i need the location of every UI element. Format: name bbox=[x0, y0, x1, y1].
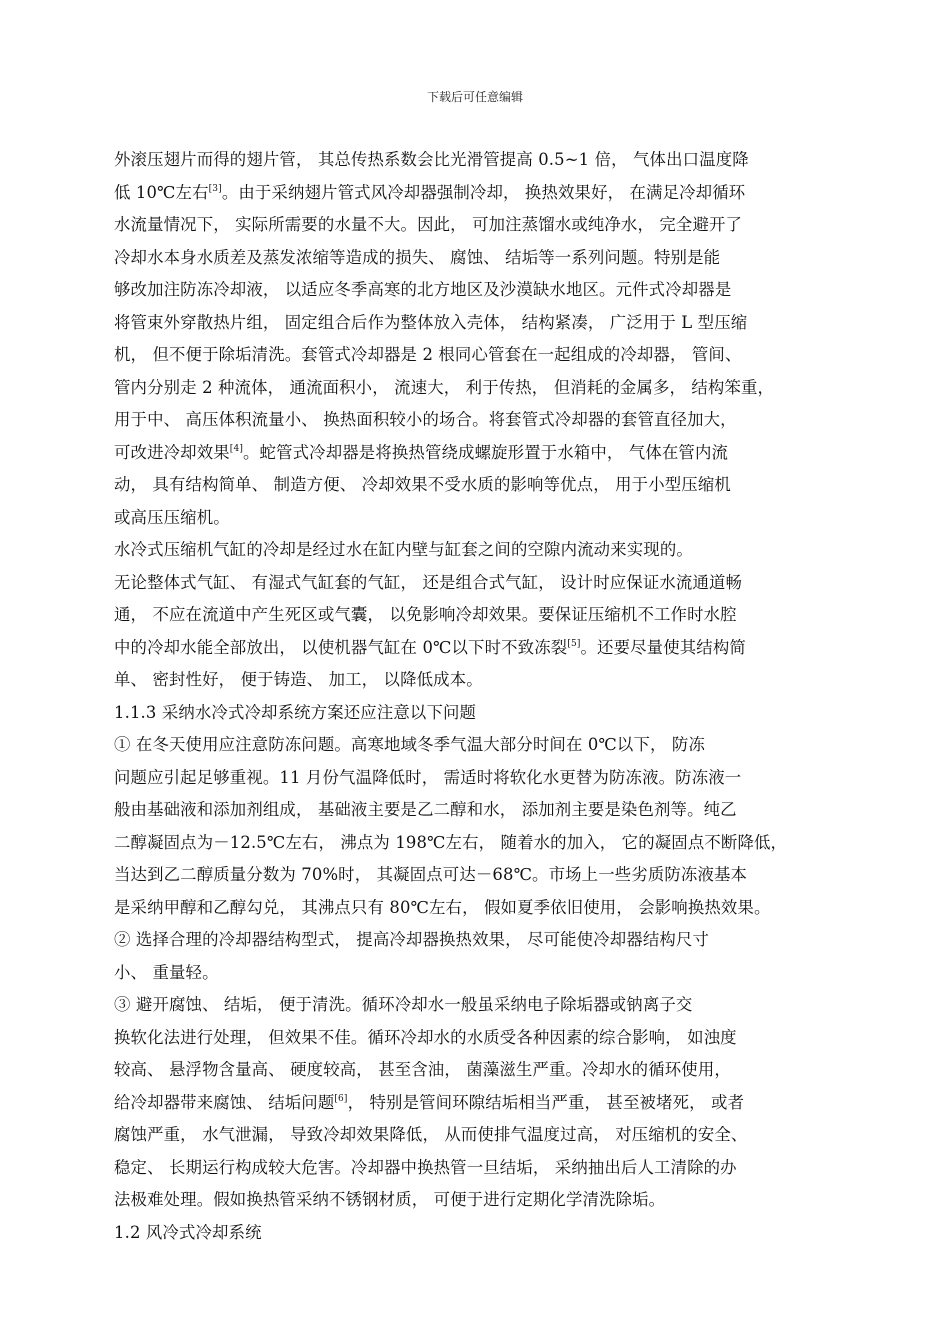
line-text: 较高、 悬浮物含量高、 硬度较高， 甚至含油， 菌藻滋生严重。冷却水的循环使用， bbox=[114, 1060, 731, 1079]
line-text: 法极难处理。假如换热管采纳不锈钢材质， 可便于进行定期化学清洗除垢。 bbox=[114, 1190, 666, 1209]
text-line bbox=[114, 1125, 747, 1145]
text-line bbox=[114, 248, 720, 268]
text-line bbox=[114, 1190, 665, 1210]
text-line bbox=[114, 670, 483, 690]
text-line bbox=[114, 313, 747, 333]
text-line bbox=[114, 898, 771, 918]
text-line bbox=[114, 475, 731, 495]
text-line bbox=[114, 865, 747, 885]
citation-marker: [4] bbox=[229, 443, 243, 454]
text-line bbox=[114, 443, 728, 463]
text-line bbox=[114, 378, 774, 398]
text-line bbox=[114, 1093, 744, 1113]
line-text: 可改进冷却效果 bbox=[114, 442, 230, 462]
line-text: 中的冷却水能全部放出， 以使机器气缸在 0℃以下时不致冻裂 bbox=[114, 637, 568, 657]
line-text: 冷却水本身水质差及蒸发浓缩等造成的损失、 腐蚀、 结垢等一系列问题。特别是能 bbox=[114, 247, 721, 267]
citation-marker: [6] bbox=[334, 1093, 348, 1104]
text-line bbox=[114, 703, 476, 723]
text-line bbox=[114, 800, 737, 820]
line-text: 机， 但不便于除垢清洗。套管式冷却器是 2 根同心管套在一起组成的冷却器， 管间、 bbox=[114, 345, 742, 364]
line-text: 通， 不应在流道中产生死区或气囊， 以免影响冷却效果。要保证压缩机不工作时水腔 bbox=[114, 605, 737, 624]
line-text: 给冷却器带来腐蚀、 结垢问题 bbox=[114, 1092, 335, 1112]
text-line bbox=[114, 638, 746, 658]
text-line bbox=[114, 605, 737, 625]
text-line bbox=[114, 735, 705, 755]
text-line bbox=[114, 1060, 731, 1080]
citation-marker: [3] bbox=[208, 183, 222, 194]
line-text: 小、 重量轻。 bbox=[114, 962, 219, 982]
text-line bbox=[114, 345, 741, 365]
line-text: 或高压压缩机。 bbox=[114, 507, 230, 527]
line-text: 1.1.3 采纳水冷式冷却系统方案还应注意以下问题 bbox=[114, 702, 477, 722]
line-text-continued: 。由于采纳翅片管式风冷却器强制冷却， 换热效果好， 在满足冷却循环 bbox=[221, 182, 746, 202]
citation-marker: [5] bbox=[567, 638, 581, 649]
text-line bbox=[114, 280, 731, 300]
line-text-continued: 。还要尽量使其结构简 bbox=[580, 637, 746, 657]
text-line bbox=[114, 183, 745, 203]
line-text: 将管束外穿散热片组， 固定组合后作为整体放入壳体， 结构紧凑， 广泛用于 L 型压缩 bbox=[114, 312, 748, 332]
text-line bbox=[114, 573, 742, 593]
text-line bbox=[114, 508, 230, 528]
line-text: 腐蚀严重， 水气泄漏， 导致冷却效果降低， 从而使排气温度过高， 对压缩机的安全、 bbox=[114, 1125, 748, 1144]
line-text: 低 10℃左右 bbox=[114, 182, 209, 202]
text-line bbox=[114, 1028, 737, 1048]
line-text: 问题应引起足够重视。11 月份气温降低时， 需适时将软化水更替为防冻液。防冻液一 bbox=[114, 767, 742, 787]
line-text: 换软化法进行处理， 但效果不佳。循环冷却水的水质受各种因素的综合影响， 如浊度 bbox=[114, 1027, 737, 1047]
text-line bbox=[114, 930, 709, 950]
text-line bbox=[114, 150, 749, 170]
text-line bbox=[114, 215, 742, 235]
line-text: ① 在冬天使用应注意防冻问题。高寒地域冬季气温大部分时间在 0℃以下， 防冻 bbox=[114, 735, 705, 754]
text-line bbox=[114, 995, 692, 1015]
text-line bbox=[114, 963, 219, 983]
line-text: 是采纳甲醇和乙醇勾兑， 其沸点只有 80℃左右， 假如夏季依旧使用， 会影响换热效果。 bbox=[114, 897, 771, 917]
text-line bbox=[114, 1223, 262, 1243]
line-text: 用于中、 高压体积流量小、 换热面积较小的场合。将套管式冷却器的套管直径加大， bbox=[114, 410, 737, 429]
line-text: 无论整体式气缸、 有湿式气缸套的气缸， 还是组合式气缸， 设计时应保证水流通道畅 bbox=[114, 572, 743, 592]
text-line bbox=[114, 1158, 737, 1178]
line-text: 水流量情况下， 实际所需要的水量不大。因此， 可加注蒸馏水或纯净水， 完全避开了 bbox=[114, 215, 743, 234]
line-text: ③ 避开腐蚀、 结垢， 便于清洗。循环冷却水一般虽采纳电子除垢器或钠离子交 bbox=[114, 995, 693, 1014]
line-text: 二醇凝固点为－12.5℃左右， 沸点为 198℃左右， 随着水的加入， 它的凝固点不断降低， bbox=[114, 832, 788, 852]
text-line bbox=[114, 540, 693, 560]
line-text: 当达到乙二醇质量分数为 70%时， 其凝固点可达－68℃。市场上一些劣质防冻液基本 bbox=[114, 865, 748, 884]
line-text: 外滚压翅片而得的翅片管， 其总传热系数会比光滑管提高 0.5~1 倍， 气体出口温度降 bbox=[114, 150, 749, 169]
line-text: 动， 具有结构简单、 制造方便、 冷却效果不受水质的影响等优点， 用于小型压缩机 bbox=[114, 475, 731, 494]
line-text: 稳定、 长期运行构成较大危害。冷却器中换热管一旦结垢， 采纳抽出后人工清除的办 bbox=[114, 1157, 737, 1177]
page-header: 下载后可任意编辑 bbox=[426, 90, 523, 104]
text-line bbox=[114, 833, 787, 853]
line-text-continued: 。蛇管式冷却器是将换热管绕成螺旋形置于水箱中， 气体在管内流 bbox=[243, 442, 729, 462]
text-line bbox=[114, 410, 737, 430]
line-text: 单、 密封性好， 便于铸造、 加工， 以降低成本。 bbox=[114, 670, 483, 689]
line-text: 1.2 风冷式冷却系统 bbox=[114, 1222, 262, 1242]
line-text: 水冷式压缩机气缸的冷却是经过水在缸内壁与缸套之间的空隙内流动来实现的。 bbox=[114, 540, 693, 559]
line-text-continued: ， 特别是管间环隙结垢相当严重， 甚至被堵死， 或者 bbox=[347, 1092, 745, 1112]
line-text: 够改加注防冻冷却液， 以适应冬季高寒的北方地区及沙漠缺水地区。元件式冷却器是 bbox=[114, 280, 732, 299]
line-text: 般由基础液和添加剂组成， 基础液主要是乙二醇和水， 添加剂主要是染色剂等。纯乙 bbox=[114, 800, 737, 819]
text-line bbox=[114, 768, 741, 788]
line-text: ② 选择合理的冷却器结构型式， 提高冷却器换热效果， 尽可能使冷却器结构尺寸 bbox=[114, 930, 709, 949]
line-text: 管内分别走 2 种流体， 通流面积小， 流速大， 利于传热， 但消耗的金属多， 结构笨重， bbox=[114, 377, 775, 397]
